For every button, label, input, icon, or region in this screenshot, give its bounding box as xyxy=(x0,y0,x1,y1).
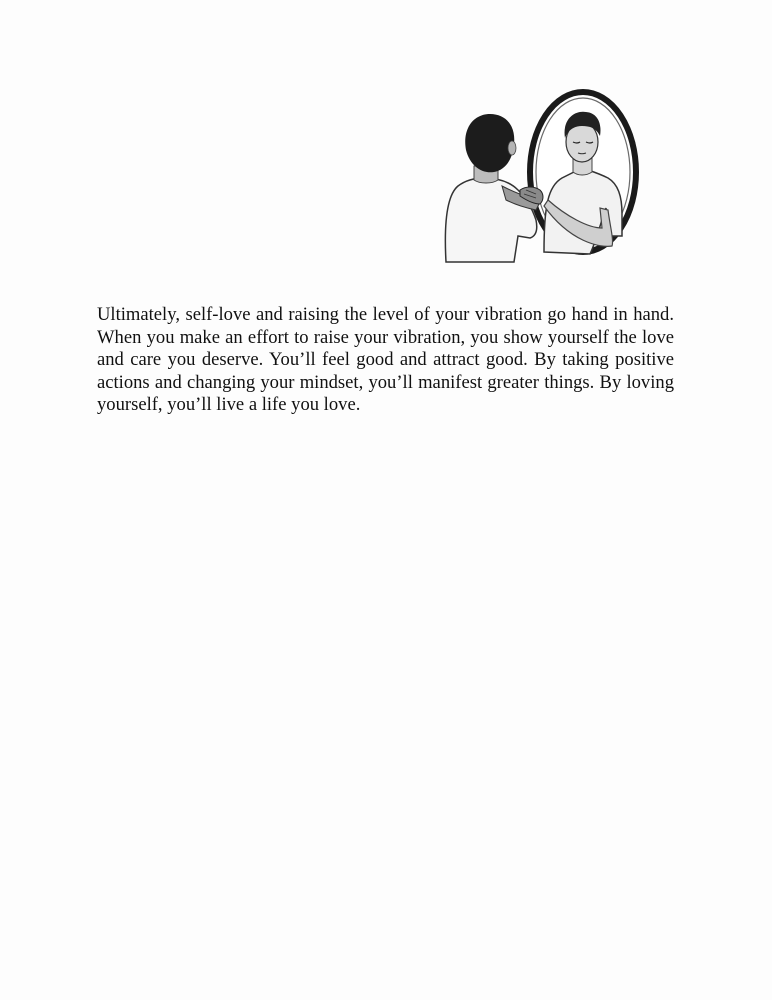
man-head xyxy=(465,114,514,172)
man-ear xyxy=(508,141,516,155)
body-paragraph: Ultimately, self-love and raising the level of your vibration go hand in hand. When you make an effort to raise your vibration, you show yourself the love and care you deserve. You’ll feel good and attract good. By taking positive actions and changing your mindset, you’ll manifest greater things. By loving yourself, you’ll live a life you love. xyxy=(97,304,674,416)
man-looking-in-mirror-icon xyxy=(440,86,645,266)
